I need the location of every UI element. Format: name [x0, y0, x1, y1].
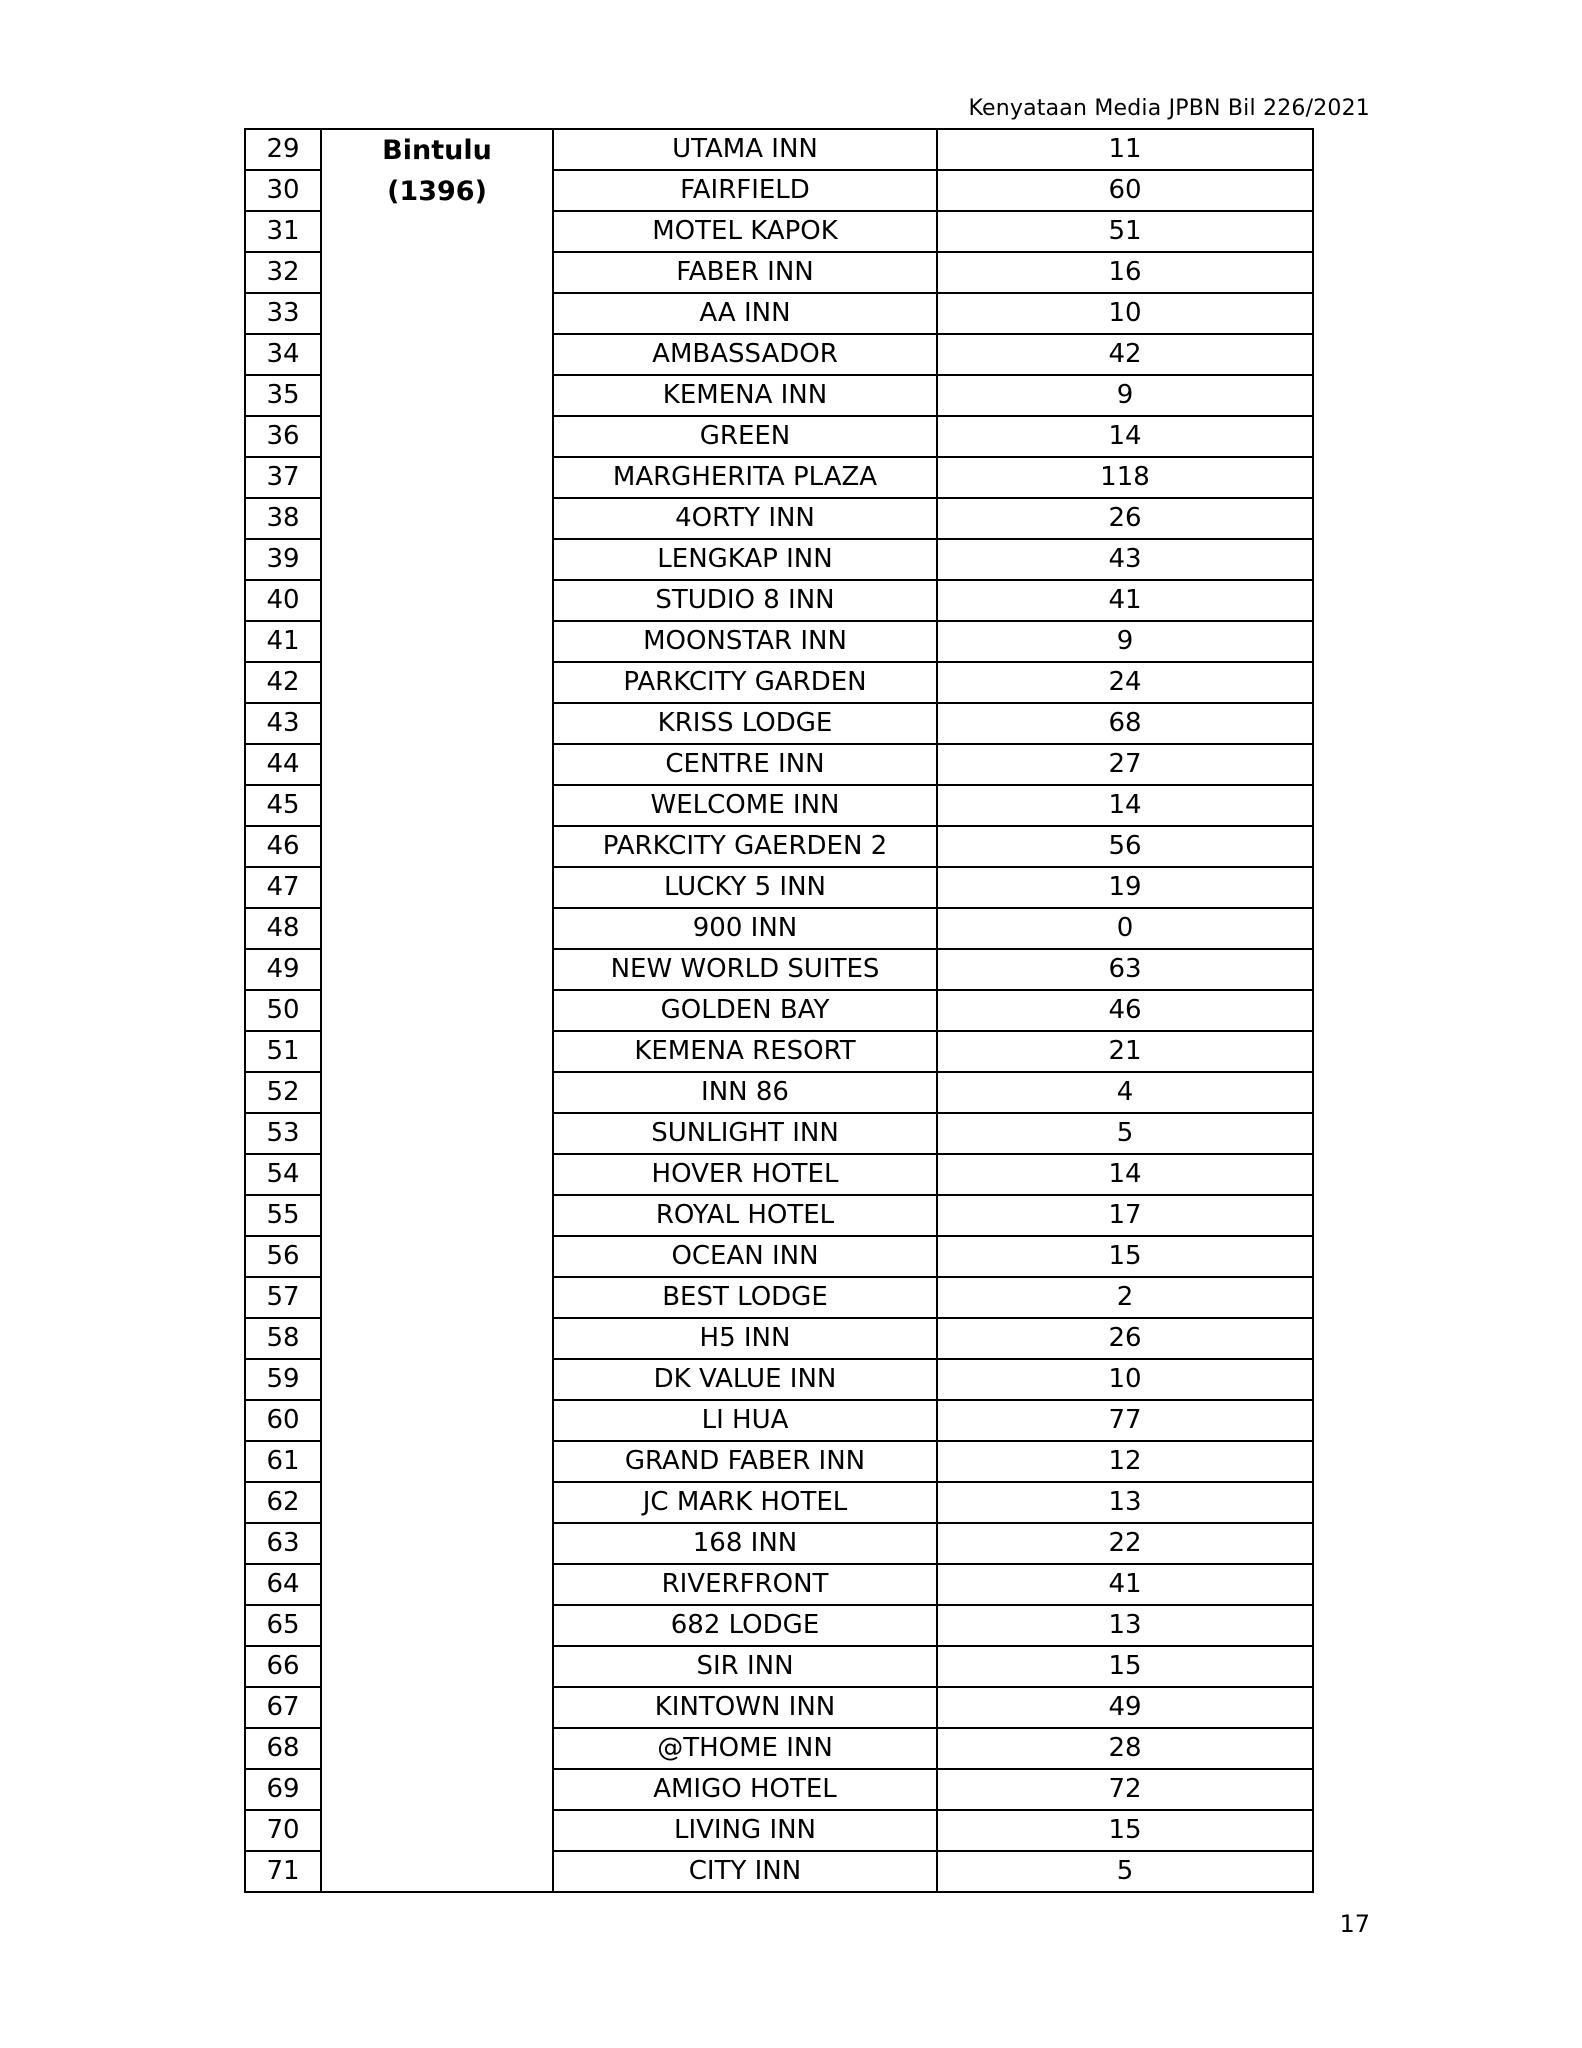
- row-number: 35: [245, 375, 321, 416]
- premise-name: AA INN: [553, 293, 937, 334]
- premise-count: 27: [937, 744, 1313, 785]
- premise-name: MOONSTAR INN: [553, 621, 937, 662]
- premise-name: ROYAL HOTEL: [553, 1195, 937, 1236]
- premise-name: INN 86: [553, 1072, 937, 1113]
- row-number: 30: [245, 170, 321, 211]
- premise-count: 12: [937, 1441, 1313, 1482]
- row-number: 48: [245, 908, 321, 949]
- premise-name: STUDIO 8 INN: [553, 580, 937, 621]
- premise-name: @THOME INN: [553, 1728, 937, 1769]
- premise-name: FAIRFIELD: [553, 170, 937, 211]
- row-number: 70: [245, 1810, 321, 1851]
- row-number: 39: [245, 539, 321, 580]
- premise-count: 72: [937, 1769, 1313, 1810]
- premise-name: WELCOME INN: [553, 785, 937, 826]
- row-number: 68: [245, 1728, 321, 1769]
- premise-count: 43: [937, 539, 1313, 580]
- document-reference: Kenyataan Media JPBN Bil 226/2021: [968, 96, 1370, 121]
- row-number: 59: [245, 1359, 321, 1400]
- premise-name: GRAND FABER INN: [553, 1441, 937, 1482]
- premise-count: 56: [937, 826, 1313, 867]
- premise-name: SUNLIGHT INN: [553, 1113, 937, 1154]
- premise-name: AMIGO HOTEL: [553, 1769, 937, 1810]
- premise-name: GREEN: [553, 416, 937, 457]
- row-number: 56: [245, 1236, 321, 1277]
- row-number: 61: [245, 1441, 321, 1482]
- premise-name: JC MARK HOTEL: [553, 1482, 937, 1523]
- premise-name: CITY INN: [553, 1851, 937, 1892]
- premise-count: 41: [937, 1564, 1313, 1605]
- row-number: 36: [245, 416, 321, 457]
- premise-count: 4: [937, 1072, 1313, 1113]
- row-number: 46: [245, 826, 321, 867]
- accommodation-table: [244, 128, 1314, 1893]
- row-number: 40: [245, 580, 321, 621]
- division-name: Bintulu: [382, 135, 492, 166]
- table-body: [245, 129, 1313, 1892]
- premise-name: LI HUA: [553, 1400, 937, 1441]
- row-number: 49: [245, 949, 321, 990]
- premise-count: 13: [937, 1482, 1313, 1523]
- premise-name: 682 LODGE: [553, 1605, 937, 1646]
- premise-count: 16: [937, 252, 1313, 293]
- premise-count: 22: [937, 1523, 1313, 1564]
- row-number: 54: [245, 1154, 321, 1195]
- premise-name: HOVER HOTEL: [553, 1154, 937, 1195]
- row-number: 66: [245, 1646, 321, 1687]
- premise-name: 168 INN: [553, 1523, 937, 1564]
- premise-name: KEMENA RESORT: [553, 1031, 937, 1072]
- premise-count: 15: [937, 1236, 1313, 1277]
- premise-count: 49: [937, 1687, 1313, 1728]
- premise-name: SIR INN: [553, 1646, 937, 1687]
- premise-count: 9: [937, 375, 1313, 416]
- premise-count: 14: [937, 1154, 1313, 1195]
- row-number: 47: [245, 867, 321, 908]
- premise-count: 5: [937, 1113, 1313, 1154]
- row-number: 38: [245, 498, 321, 539]
- premise-count: 10: [937, 293, 1313, 334]
- premise-name: FABER INN: [553, 252, 937, 293]
- row-number: 43: [245, 703, 321, 744]
- premise-count: 77: [937, 1400, 1313, 1441]
- row-number: 55: [245, 1195, 321, 1236]
- premise-name: RIVERFRONT: [553, 1564, 937, 1605]
- premise-count: 5: [937, 1851, 1313, 1892]
- row-number: 64: [245, 1564, 321, 1605]
- premise-count: 14: [937, 785, 1313, 826]
- premise-name: GOLDEN BAY: [553, 990, 937, 1031]
- premise-count: 60: [937, 170, 1313, 211]
- table-row: [245, 129, 1313, 170]
- row-number: 31: [245, 211, 321, 252]
- premise-count: 15: [937, 1646, 1313, 1687]
- row-number: 45: [245, 785, 321, 826]
- row-number: 44: [245, 744, 321, 785]
- premise-name: OCEAN INN: [553, 1236, 937, 1277]
- row-number: 65: [245, 1605, 321, 1646]
- row-number: 50: [245, 990, 321, 1031]
- premise-count: 11: [937, 129, 1313, 170]
- premise-count: 10: [937, 1359, 1313, 1400]
- premise-name: KRISS LODGE: [553, 703, 937, 744]
- premise-name: LENGKAP INN: [553, 539, 937, 580]
- premise-name: KINTOWN INN: [553, 1687, 937, 1728]
- premise-name: LUCKY 5 INN: [553, 867, 937, 908]
- premise-name: NEW WORLD SUITES: [553, 949, 937, 990]
- page-number: 17: [1339, 1910, 1370, 1938]
- premise-count: 19: [937, 867, 1313, 908]
- premise-count: 2: [937, 1277, 1313, 1318]
- division-cell: [321, 129, 553, 1892]
- premise-count: 42: [937, 334, 1313, 375]
- row-number: 69: [245, 1769, 321, 1810]
- premise-count: 24: [937, 662, 1313, 703]
- premise-count: 26: [937, 498, 1313, 539]
- premise-count: 13: [937, 1605, 1313, 1646]
- row-number: 34: [245, 334, 321, 375]
- premise-count: 46: [937, 990, 1313, 1031]
- premise-name: BEST LODGE: [553, 1277, 937, 1318]
- premise-count: 15: [937, 1810, 1313, 1851]
- row-number: 67: [245, 1687, 321, 1728]
- premise-name: 900 INN: [553, 908, 937, 949]
- premise-name: PARKCITY GAERDEN 2: [553, 826, 937, 867]
- row-number: 58: [245, 1318, 321, 1359]
- row-number: 51: [245, 1031, 321, 1072]
- premise-count: 41: [937, 580, 1313, 621]
- premise-count: 51: [937, 211, 1313, 252]
- row-number: 60: [245, 1400, 321, 1441]
- row-number: 33: [245, 293, 321, 334]
- premise-count: 26: [937, 1318, 1313, 1359]
- row-number: 53: [245, 1113, 321, 1154]
- row-number: 62: [245, 1482, 321, 1523]
- row-number: 32: [245, 252, 321, 293]
- premise-name: MARGHERITA PLAZA: [553, 457, 937, 498]
- premise-name: CENTRE INN: [553, 744, 937, 785]
- premise-count: 68: [937, 703, 1313, 744]
- premise-count: 17: [937, 1195, 1313, 1236]
- premise-name: LIVING INN: [553, 1810, 937, 1851]
- row-number: 71: [245, 1851, 321, 1892]
- row-number: 29: [245, 129, 321, 170]
- premise-name: UTAMA INN: [553, 129, 937, 170]
- row-number: 52: [245, 1072, 321, 1113]
- premise-name: KEMENA INN: [553, 375, 937, 416]
- premise-name: PARKCITY GARDEN: [553, 662, 937, 703]
- row-number: 42: [245, 662, 321, 703]
- premise-name: AMBASSADOR: [553, 334, 937, 375]
- premise-name: 4ORTY INN: [553, 498, 937, 539]
- premise-count: 9: [937, 621, 1313, 662]
- premise-count: 0: [937, 908, 1313, 949]
- premise-name: MOTEL KAPOK: [553, 211, 937, 252]
- row-number: 63: [245, 1523, 321, 1564]
- premise-count: 118: [937, 457, 1313, 498]
- row-number: 37: [245, 457, 321, 498]
- division-total: (1396): [387, 176, 487, 207]
- premise-count: 21: [937, 1031, 1313, 1072]
- premise-count: 63: [937, 949, 1313, 990]
- row-number: 57: [245, 1277, 321, 1318]
- premise-name: DK VALUE INN: [553, 1359, 937, 1400]
- premise-count: 28: [937, 1728, 1313, 1769]
- row-number: 41: [245, 621, 321, 662]
- premise-count: 14: [937, 416, 1313, 457]
- premise-name: H5 INN: [553, 1318, 937, 1359]
